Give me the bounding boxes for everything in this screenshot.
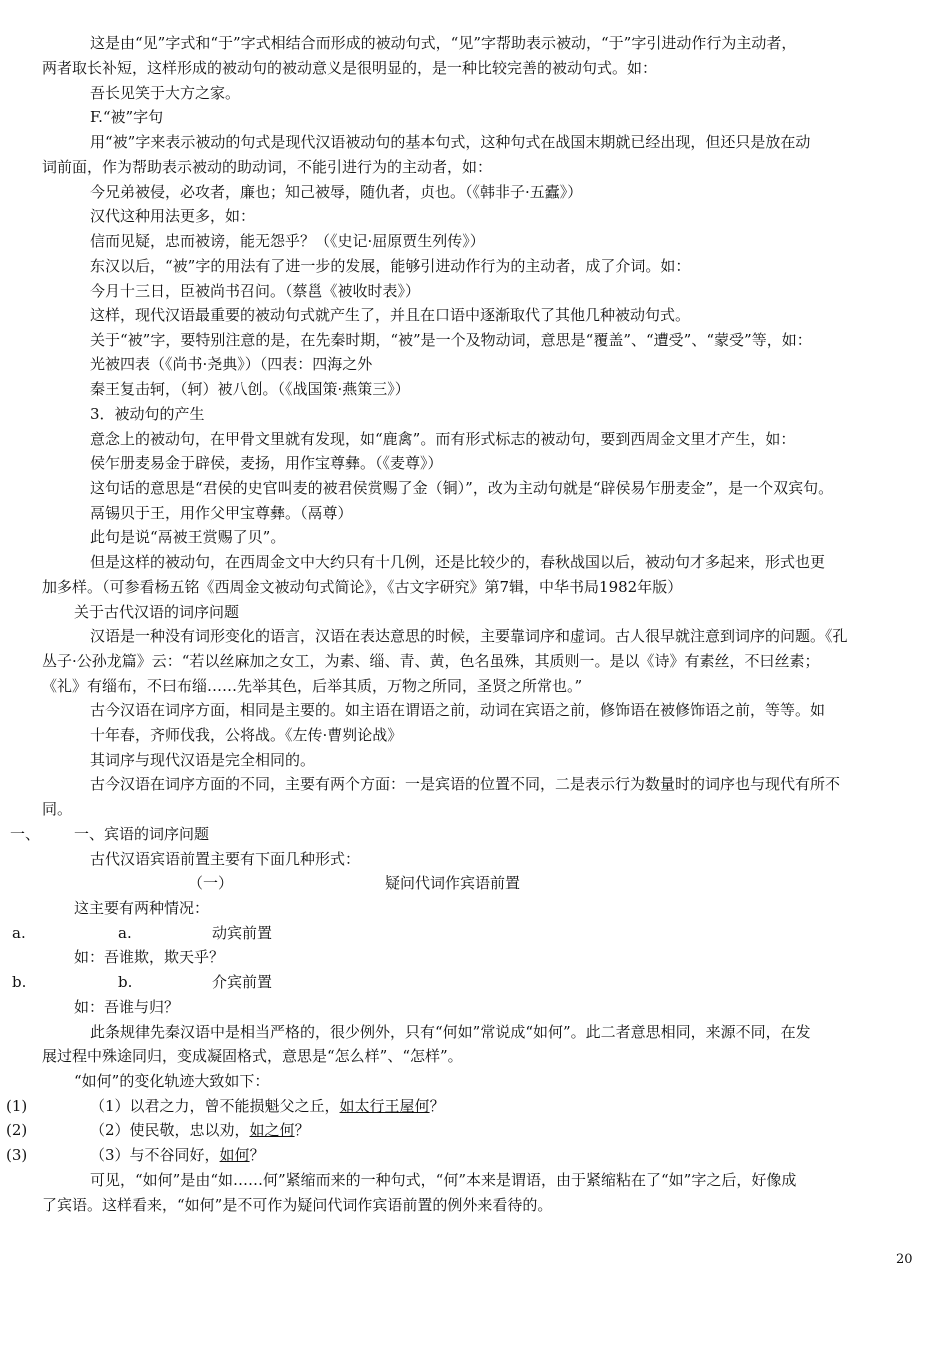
text-line (0, 303, 952, 327)
text-line (0, 772, 952, 796)
underlined-text: 如之何 (249, 1121, 295, 1139)
underlined-text: 如太行王屋何 (339, 1097, 430, 1115)
text-segment: 古今汉语在词序方面的不同，主要有两个方面：一是宾语的位置不同，二是表示行为数量时的词序也与现代有所不 (90, 775, 841, 793)
text-segment: 汉代这种用法更多，如： (90, 207, 256, 225)
text-segment: 汉语是一种没有词形变化的语言，汉语在表达意思的时候，主要靠词序和虚词。古人很早就注意到词序的问题。《孔 (90, 627, 848, 645)
text-segment: 此条规律先秦汉语中是相当严格的，很少例外，只有“何如”常说成“如何”。此二者意思相同，来源不同，在发 (90, 1023, 811, 1041)
text-segment: 这样，现代汉语最重要的被动句式就产生了，并且在口语中逐渐取代了其他几种被动句式。 (90, 306, 691, 324)
text-segment: ？ (249, 1146, 265, 1164)
text-line (0, 402, 952, 426)
text-line (0, 377, 952, 401)
text-line (0, 847, 952, 871)
text-segment: 十年春，齐师伐我，公将战。《左传·曹刿论战》 (90, 726, 403, 744)
text-line (0, 624, 952, 648)
text-segment: ？ (429, 1097, 445, 1115)
text-line (0, 1094, 952, 1118)
text-line (0, 81, 952, 105)
text-segment: （3）与不谷同好， (90, 1146, 220, 1164)
text-segment: 介宾前置 (212, 973, 273, 991)
text-line (0, 31, 952, 55)
text-line (0, 575, 952, 599)
text-segment: （2）使民敬，忠以劝， (90, 1121, 250, 1139)
text-line (0, 427, 952, 451)
text-segment: 这句话的意思是“君侯的史官叫麦的被君侯赏赐了金（铜）”，改为主动句就是“辟侯易乍册麦金”，是一个双宾句。 (90, 479, 834, 497)
text-segment: 同。 (42, 800, 73, 818)
text-segment: F.“被”字句 (90, 108, 164, 126)
text-line (0, 328, 952, 352)
text-segment: “如何”的变化轨迹大致如下： (74, 1072, 270, 1090)
text-line (0, 130, 952, 154)
text-line (0, 1143, 952, 1167)
text-segment: 意念上的被动句，在甲骨文里就有发现，如“鹿禽”。而有形式标志的被动句，要到西周金文里才产生，如： (90, 430, 796, 448)
text-line (0, 674, 952, 698)
text-segment: 一、宾语的词序问题 (74, 825, 210, 843)
text-line (0, 451, 952, 475)
text-segment: 今兄弟被侵，必攻者，廉也；知己被辱，随仇者，贞也。（《韩非子·五蠹》） (90, 183, 583, 201)
line-content (90, 1094, 445, 1118)
page-number: 20 (896, 1252, 913, 1267)
text-line (0, 896, 952, 920)
text-segment: 古今汉语在词序方面，相同是主要的。如主语在谓语之前，动词在宾语之前，修饰语在被修饰语之前，等等。如 (90, 701, 826, 719)
text-line (0, 600, 952, 624)
text-segment: 这主要有两种情况： (74, 899, 210, 917)
text-line (0, 279, 952, 303)
text-segment: 关于古代汉语的词序问题 (74, 603, 240, 621)
underlined-text: 如何 (219, 1146, 250, 1164)
text-segment: a. (118, 924, 132, 942)
text-line (0, 797, 952, 821)
text-segment: 了宾语。这样看来，“如何”是不可作为疑问代词作宾语前置的例外来看待的。 (42, 1196, 553, 1214)
text-segment: 其词序与现代汉语是完全相同的。 (90, 751, 316, 769)
line-content (90, 1143, 265, 1167)
text-segment: 关于“被”字，要特别注意的是，在先秦时期，“被”是一个及物动词，意思是“覆盖”、“遭受”、“蒙受”等，如： (90, 331, 812, 349)
text-segment: 《礼》有缁布，不曰布缁……先举其色，后举其质，万物之所同，圣贤之所常也。” (42, 677, 583, 695)
text-segment: ？ (294, 1121, 310, 1139)
text-segment: 光被四表（《尚书·尧典》）（四表：四海之外 (90, 355, 373, 373)
text-line (0, 1069, 952, 1093)
list-label: (2) (6, 1121, 28, 1139)
text-line (0, 995, 952, 1019)
text-segment: （1）以君之力，曾不能损魁父之丘， (90, 1097, 340, 1115)
text-segment: 如：吾谁与归？ (74, 998, 180, 1016)
text-segment: 两者取长补短，这样形成的被动句的被动意义是很明显的，是一种比较完善的被动句式。如： (42, 59, 658, 77)
text-line (0, 1020, 952, 1044)
list-label: (1) (6, 1097, 28, 1115)
text-line (0, 229, 952, 253)
text-segment: 信而见疑，忠而被谤，能无怨乎？（《史记·屈原贾生列传》） (90, 232, 485, 250)
text-line (0, 180, 952, 204)
text-line (0, 1118, 952, 1142)
text-segment: 鬲锡贝于王，用作父甲宝尊彝。（鬲尊） (90, 504, 353, 522)
text-line (0, 155, 952, 179)
text-segment: 丛子·公孙龙篇》云：“若以丝麻加之女工，为素、缁、青、黄，色名虽殊，其质则一。是以《诗》有素丝，不曰丝素； (42, 652, 820, 670)
text-line (0, 550, 952, 574)
text-segment: 此句是说“鬲被王赏赐了贝”。 (90, 528, 286, 546)
text-segment: 今月十三日，臣被尚书召问。（蔡邕《被收时表》） (90, 282, 421, 300)
text-line (0, 352, 952, 376)
list-label: a. (12, 924, 26, 942)
text-segment: 动宾前置 (212, 924, 273, 942)
text-segment: 东汉以后，“被”字的用法有了进一步的发展，能够引进动作行为的主动者，成了介词。如： (90, 257, 691, 275)
text-segment: 侯乍册麦易金于辟侯，麦扬，用作宝尊彝。（《麦尊》） (90, 454, 443, 472)
text-line (0, 204, 952, 228)
line-content (90, 1118, 310, 1142)
text-segment: 吾长见笑于大方之家。 (90, 84, 241, 102)
text-line (0, 105, 952, 129)
text-line (0, 698, 952, 722)
text-line (0, 945, 952, 969)
text-segment: 但是这样的被动句，在西周金文中大约只有十几例，还是比较少的，春秋战国以后，被动句才多起来，形式也更 (90, 553, 826, 571)
text-segment: 词前面，作为帮助表示被动的助动词，不能引进行为的主动者，如： (42, 158, 493, 176)
text-line (0, 56, 952, 80)
text-line (0, 649, 952, 673)
text-line (0, 1193, 952, 1217)
list-label: 一、 (10, 825, 41, 843)
text-segment: 古代汉语宾语前置主要有下面几种形式： (90, 850, 361, 868)
text-line (0, 970, 952, 994)
list-label: （一） (188, 874, 234, 892)
text-line (0, 1168, 952, 1192)
text-segment: 展过程中殊途同归，变成凝固格式，意思是“怎么样”、“怎样”。 (42, 1047, 463, 1065)
text-line (0, 748, 952, 772)
text-segment: 疑问代词作宾语前置 (385, 874, 521, 892)
text-segment: 加多样。（可参看杨五铭《西周金文被动句式简论》，《古文字研究》第7辑，中华书局1982年版） (42, 578, 683, 596)
text-line (0, 1044, 952, 1068)
text-segment: b. (118, 973, 133, 991)
text-line (0, 501, 952, 525)
text-line (0, 723, 952, 747)
text-segment: 可见，“如何”是由“如……何”紧缩而来的一种句式，“何”本来是谓语，由于紧缩粘在了“如”字之后，好像成 (90, 1171, 797, 1189)
text-line (0, 871, 952, 895)
text-segment: 这是由“见”字式和“于”字式相结合而形成的被动句式，“见”字帮助表示被动，“于”字引进动作行为主动者， (90, 34, 797, 52)
text-line (0, 921, 952, 945)
text-segment: 用“被”字来表示被动的句式是现代汉语被动句的基本句式，这种句式在战国末期就已经出现，但还只是放在动 (90, 133, 811, 151)
text-line (0, 254, 952, 278)
list-label: b. (12, 973, 27, 991)
text-line (0, 822, 952, 846)
list-label: (3) (6, 1146, 28, 1164)
text-segment: 3．被动句的产生 (90, 405, 205, 423)
text-line (0, 525, 952, 549)
text-segment: 秦王复击轲，（轲）被八创。（《战国策·燕策三》） (90, 380, 410, 398)
text-segment: 如：吾谁欺，欺天乎？ (74, 948, 225, 966)
text-line (0, 476, 952, 500)
